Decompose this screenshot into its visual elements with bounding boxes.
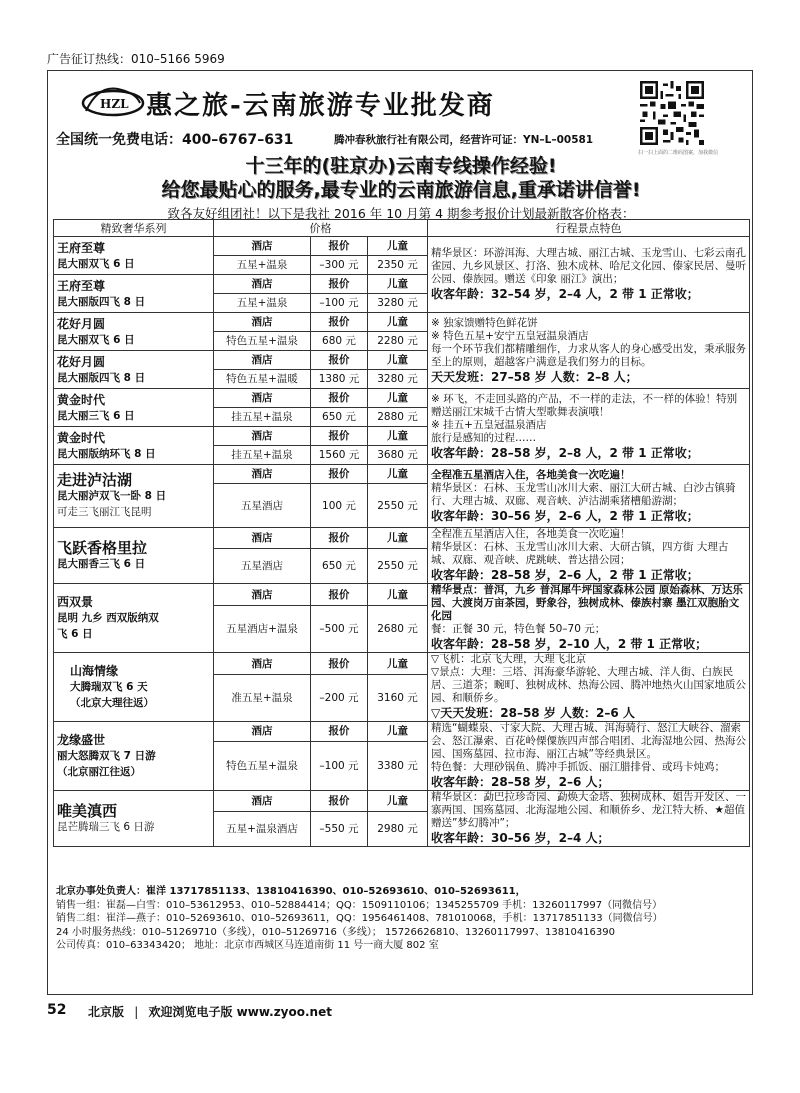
edition-separator: | xyxy=(134,1005,139,1019)
features-cell: ※ 环飞，不走回头路的产品，不一样的走法，不一样的体验！特别赠送丽江宋城千古情大型歌舞表演哦！ ※ 挂五+五皇冠温泉酒店 旅行是感知的过程…… 收客年龄：28–58 岁，2–8 人，2 带 1 正常收； xyxy=(428,389,750,465)
quote-value: –100 元 xyxy=(311,741,368,790)
col-quote-label: 报价 xyxy=(311,722,368,742)
col-hotel-label: 酒店 xyxy=(214,584,311,606)
quote-value: –500 元 xyxy=(311,606,368,653)
hotel-value: 特色五星+温泉 xyxy=(214,332,311,351)
table-row xyxy=(54,389,750,408)
col-child-label: 儿童 xyxy=(368,528,428,549)
col-quote-label: 报价 xyxy=(311,237,368,256)
footer-line: 销售一组：崔磊—白雪：010–53612953、010–52884414；QQ：1509110106；1345255709 手机：13260117997（同微信号） xyxy=(56,899,663,911)
ad-hotline: 广告征订热线：010–5166 5969 xyxy=(47,52,225,66)
route-cell: 王府至尊 昆大丽双飞 6 日 xyxy=(54,237,214,275)
quote-value: –100 元 xyxy=(311,294,368,313)
logo-text: HZL xyxy=(100,97,129,111)
company-license: 腾冲春秋旅行社有限公司，经营许可证：YN–L–00581 xyxy=(334,134,594,146)
features-cell: 精选“蝴蝶泉、寸家大院、大理古城、洱海骑行、怒江大峡谷、溜索会、怒江瀑索、百花岭傈僳族四声部合唱团、北海湿地公园、热海公园、国殇墓园、拉市海、丽江古城”等经典景区。 特色餐：大理砂锅鱼、腾冲手抓饭、丽江腊排骨、或玛卡炖鸡； 收客年龄：28–58 岁，2–6 人； xyxy=(428,722,750,791)
child-value: 2550 元 xyxy=(368,548,428,583)
quote-value: 1380 元 xyxy=(311,370,368,389)
child-value: 3680 元 xyxy=(368,446,428,465)
table-row xyxy=(54,465,750,484)
col-hotel-label: 酒店 xyxy=(214,237,311,256)
col-quote-label: 报价 xyxy=(311,275,368,294)
child-value: 3380 元 xyxy=(368,741,428,790)
col-child-label: 儿童 xyxy=(368,275,428,294)
table-row xyxy=(54,237,750,256)
quote-value: 650 元 xyxy=(311,548,368,583)
hotel-value: 五星酒店+温泉 xyxy=(214,606,311,653)
footer-line: 公司传真：010–63343420； 地址：北京市西城区马连道南街 11 号一商大厦 802 室 xyxy=(56,940,439,951)
quote-value: 650 元 xyxy=(311,408,368,427)
table-row xyxy=(54,528,750,549)
col-quote-label: 报价 xyxy=(311,791,368,812)
website-link[interactable]: www.zyoo.net xyxy=(236,1005,332,1019)
edition-label: 北京版 xyxy=(88,1005,125,1019)
page-number: 52 xyxy=(47,1002,67,1018)
route-cell: 花好月圆 昆大丽双飞 6 日 xyxy=(54,313,214,351)
slogan-service: 给您最贴心的服务,最专业的云南旅游信息,重承诺讲信誉! xyxy=(161,179,641,201)
hotel-value: 五星+温泉酒店 xyxy=(214,811,311,846)
col-child-label: 儿童 xyxy=(368,653,428,675)
hotel-value: 特色五星+温暖 xyxy=(214,370,311,389)
col-quote-label: 报价 xyxy=(311,653,368,675)
quote-value: –300 元 xyxy=(311,256,368,275)
child-value: 2280 元 xyxy=(368,332,428,351)
col-child-label: 儿童 xyxy=(368,427,428,446)
col-child-label: 儿童 xyxy=(368,313,428,332)
col-hotel-label: 酒店 xyxy=(214,653,311,675)
col-quote-label: 报价 xyxy=(311,584,368,606)
quote-value: 1560 元 xyxy=(311,446,368,465)
brand-title: 惠之旅-云南旅游专业批发商 xyxy=(146,91,495,121)
child-value: 3280 元 xyxy=(368,370,428,389)
col-child-label: 儿童 xyxy=(368,237,428,256)
child-value: 2980 元 xyxy=(368,811,428,846)
hotel-value: 五星+温泉 xyxy=(214,294,311,313)
company-logo-icon xyxy=(78,81,148,121)
quote-value: –550 元 xyxy=(311,811,368,846)
header-series: 精致奢华系列 xyxy=(54,220,214,237)
col-hotel-label: 酒店 xyxy=(214,351,311,370)
header-price: 价格 xyxy=(214,220,428,237)
browse-label: 欢迎浏览电子版 xyxy=(148,1005,233,1019)
col-child-label: 儿童 xyxy=(368,389,428,408)
route-cell: 飞跃香格里拉 昆大丽香三飞 6 日 xyxy=(54,528,214,584)
hotel-value: 特色五星+温泉 xyxy=(214,741,311,790)
col-quote-label: 报价 xyxy=(311,465,368,484)
route-cell: 唯美滇西 昆芒腾瑞三飞 6 日游 xyxy=(54,791,214,847)
route-cell: 花好月圆 昆大丽版四飞 8 日 xyxy=(54,351,214,389)
quote-value: –200 元 xyxy=(311,675,368,722)
hotel-value: 挂五星+温泉 xyxy=(214,408,311,427)
hotel-value: 挂五星+温泉 xyxy=(214,446,311,465)
free-hotline: 全国统一免费电话：400–6767–631 xyxy=(56,132,294,148)
child-value: 3160 元 xyxy=(368,675,428,722)
col-quote-label: 报价 xyxy=(311,528,368,549)
col-hotel-label: 酒店 xyxy=(214,722,311,742)
col-quote-label: 报价 xyxy=(311,427,368,446)
footer-line: 销售二组：崔洋—燕子：010–52693610、010–52693611，QQ：1956461408、781010068，手机：13717851133（同微信号） xyxy=(56,913,663,924)
child-value: 2680 元 xyxy=(368,606,428,653)
hotel-value: 准五星+温泉 xyxy=(214,675,311,722)
footer-line: 北京办事处负责人：崔洋 13717851133、13810416390、010–52693610、010–52693611， xyxy=(56,886,526,897)
route-cell: 走进泸沽湖 昆大丽泸双飞一卧 8 日 可走三飞丽江飞昆明 xyxy=(54,465,214,528)
child-value: 3280 元 xyxy=(368,294,428,313)
header-features: 行程景点特色 xyxy=(428,220,750,237)
advertisement-frame xyxy=(47,70,753,995)
ad-header xyxy=(48,71,752,845)
col-quote-label: 报价 xyxy=(311,389,368,408)
qr-code-icon[interactable] xyxy=(640,81,704,145)
col-child-label: 儿童 xyxy=(368,584,428,606)
child-value: 2880 元 xyxy=(368,408,428,427)
slogan-experience: 十三年的(驻京办)云南专线操作经验! xyxy=(245,155,557,177)
table-row xyxy=(54,313,750,332)
features-cell: 精华景区：环游洱海、大理古城、丽江古城、玉龙雪山、七彩云南孔雀园、九乡风景区、打洛、独木成林、哈尼文化园、傣家民居、曼听公园、傣族园。赠送《印象 丽江》演出； 收客年龄：32–54 岁，2–4 人，2 带 1 正常收； xyxy=(428,237,750,313)
features-cell: ▽飞机：北京飞大理，大理飞北京 ▽景点：大理：三塔、洱海豪华游轮、大理古城、洋人街、白族民居、三道茶；畹町、独树成林、热海公园、腾冲地热火山国家地质公园、和顺侨乡。 ▽天天发班：28–58 岁 人数：2–6 人 xyxy=(428,653,750,722)
table-row xyxy=(54,722,750,742)
child-value: 2550 元 xyxy=(368,484,428,528)
greeting-line: 致各友好组团社！以下是我社 2016 年 10 月第 4 期参考报价计划最新散客价格表： xyxy=(167,206,635,221)
table-row xyxy=(54,584,750,606)
qr-caption: 扫一扫上面的二维码图案，加我微信 xyxy=(637,150,718,156)
features-cell: ※ 独家馈赠特色鲜花饼 ※ 特色五星+安宁五皇冠温泉酒店 每一个环节我们都精雕细作，力求从客人的身心感受出发，秉承服务至上的原则，超越客户满意是我们努力的目标。 天天发班：27–58 岁 人数：2–8 人； xyxy=(428,313,750,389)
col-hotel-label: 酒店 xyxy=(214,427,311,446)
features-cell: 精华景点：普洱，九乡 普洱犀牛坪国家森林公园 原始森林、万达乐园、大渡岗万亩茶园，野象谷，独树成林、傣族村寨 墨江双胞胎文化园 餐：正餐 30 元，特色餐 50–70 元； 收客年龄：28–58 岁，2–10 人，2 带 1 正常收； xyxy=(428,584,750,653)
col-quote-label: 报价 xyxy=(311,313,368,332)
route-cell: 黄金时代 昆大丽三飞 6 日 xyxy=(54,389,214,427)
footer-line: 24 小时服务热线：010–51269710（多线），010–51269716（多线）； 15726626810、13260117997、13810416390 xyxy=(56,926,616,938)
route-cell: 西双景 昆明 九乡 西双版纳双 飞 6 日 xyxy=(54,584,214,653)
quote-value: 680 元 xyxy=(311,332,368,351)
price-table xyxy=(53,219,750,847)
hotel-value: 五星+温泉 xyxy=(214,256,311,275)
route-cell: 龙缘盛世 丽大怒腾双飞 7 日游 （北京丽江往返） xyxy=(54,722,214,791)
features-cell: 全程准五星酒店入住，各地美食一次吃遍！ 精华景区：石林、玉龙雪山冰川大索、大研古镇，四方街 大理古城、双廊、观音峡、虎跳峡、普达措公园； 收客年龄：28–58 岁，2–6 人，2 带 1 正常收； xyxy=(428,528,750,584)
col-child-label: 儿童 xyxy=(368,791,428,812)
route-cell: 山海情缘 大腾瑞双飞 6 天 （北京大理往返） xyxy=(54,653,214,722)
col-hotel-label: 酒店 xyxy=(214,275,311,294)
col-hotel-label: 酒店 xyxy=(214,791,311,812)
features-cell: 全程准五星酒店入住，各地美食一次吃遍！ 精华景区：石林、玉龙雪山冰川大索、丽江大研古城、白沙古镇骑行、大理古城、双廊、观音峡、泸沽湖乘猪槽船游湖； 收客年龄：30–56 岁，2–6 人，2 带 1 正常收； xyxy=(428,465,750,528)
col-child-label: 儿童 xyxy=(368,465,428,484)
hotel-value: 五星酒店 xyxy=(214,484,311,528)
col-hotel-label: 酒店 xyxy=(214,389,311,408)
route-cell: 王府至尊 昆大丽版四飞 8 日 xyxy=(54,275,214,313)
col-quote-label: 报价 xyxy=(311,351,368,370)
contact-footer xyxy=(56,885,663,953)
quote-value: 100 元 xyxy=(311,484,368,528)
features-cell: 精华景区：勐巴拉珍奇园、勐焕大金塔、独树成林、姐告开发区、一寨两国、国殇墓园、北海湿地公园、和顺侨乡、龙江特大桥、★超值赠送”梦幻腾冲”； 收客年龄：30–56 岁，2–4 人； xyxy=(428,791,750,847)
child-value: 2350 元 xyxy=(368,256,428,275)
col-child-label: 儿童 xyxy=(368,351,428,370)
col-child-label: 儿童 xyxy=(368,722,428,742)
table-row xyxy=(54,653,750,675)
route-cell: 黄金时代 昆大丽版纳环飞 8 日 xyxy=(54,427,214,465)
col-hotel-label: 酒店 xyxy=(214,528,311,549)
table-header-row xyxy=(54,220,750,237)
col-hotel-label: 酒店 xyxy=(214,465,311,484)
edition-line xyxy=(88,1003,332,1020)
col-hotel-label: 酒店 xyxy=(214,313,311,332)
hotel-value: 五星酒店 xyxy=(214,548,311,583)
table-row xyxy=(54,791,750,812)
